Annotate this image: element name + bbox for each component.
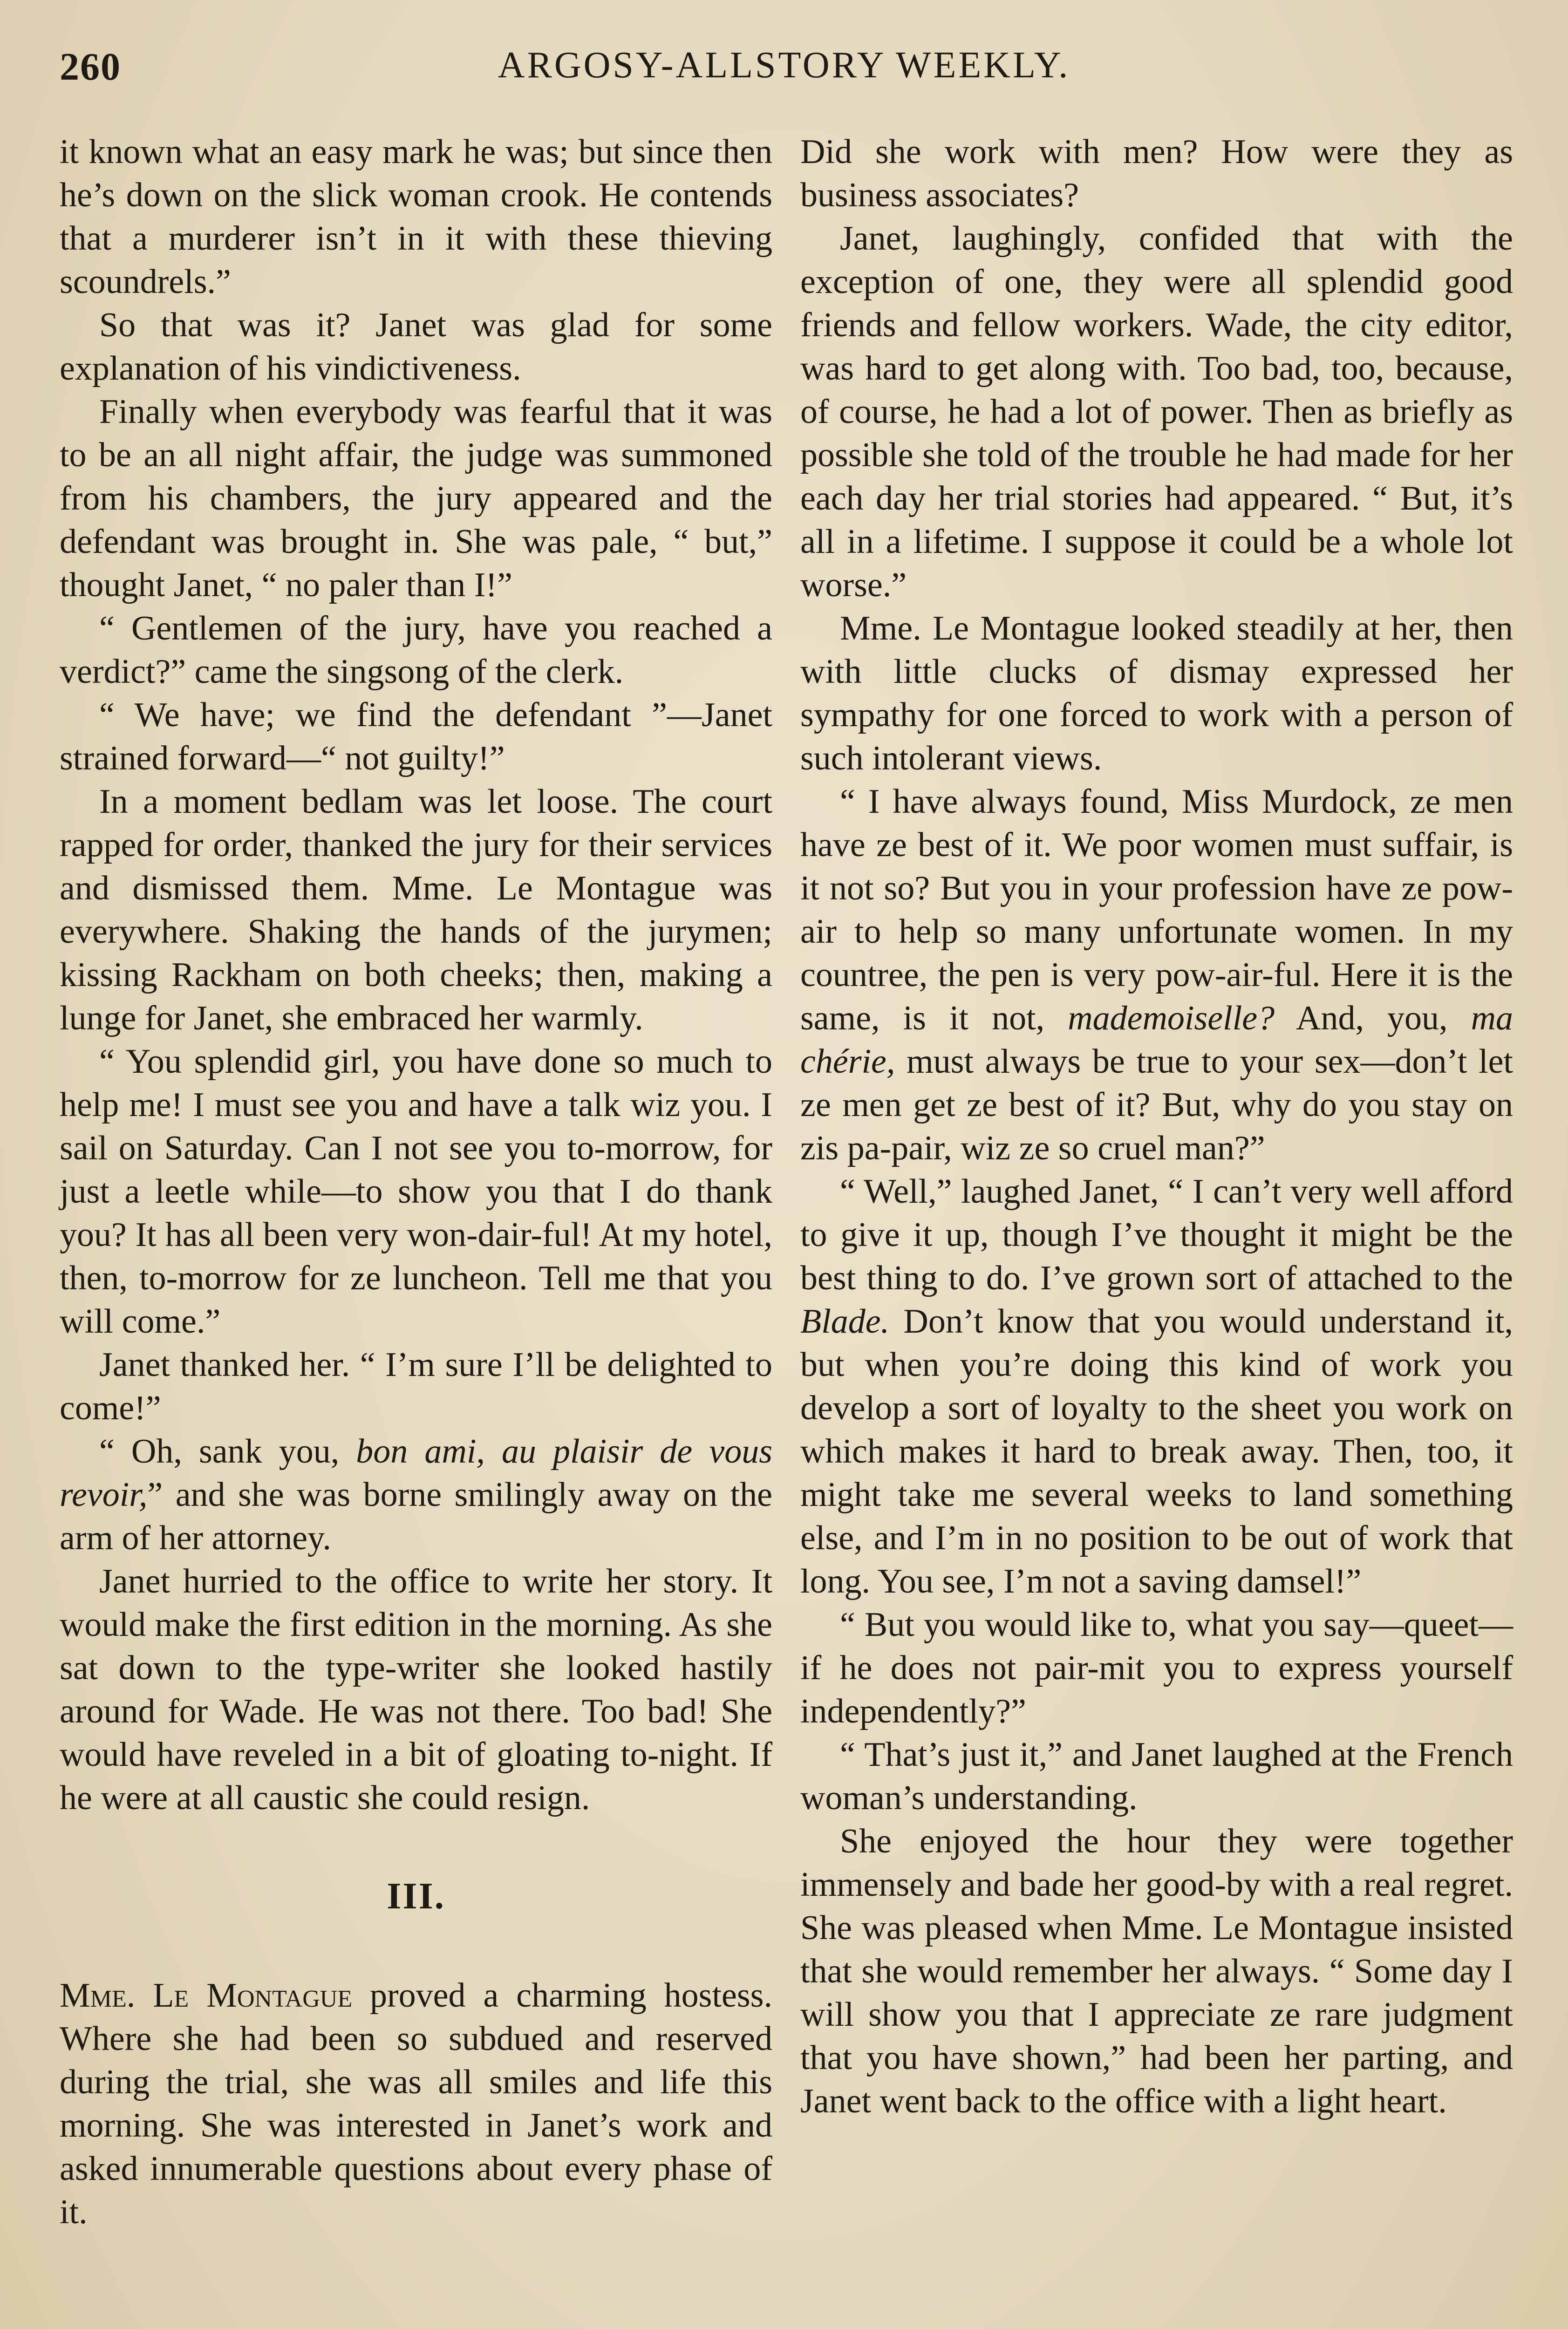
right-column bbox=[800, 130, 1513, 2123]
paragraph: So that was it? Janet was glad for some explanation of his vindictiveness. bbox=[60, 306, 772, 388]
section-heading: III. bbox=[387, 1876, 445, 1917]
text-span: “ Well,” laughed Janet, “ I can’t very well afford to give it up, though I’ve thought it might be the best thing to do. I’ve grown sort of attached to the bbox=[800, 1172, 1513, 1297]
paragraph bbox=[60, 1430, 772, 1560]
italic-phrase: ma chérie, bbox=[800, 999, 1513, 1081]
paragraph bbox=[800, 780, 1513, 1170]
page-header bbox=[60, 44, 1508, 95]
text-span: And, you, bbox=[1275, 999, 1471, 1037]
paragraph bbox=[60, 1974, 772, 2234]
paragraph: “ But you would like to, what you say—queet—if he does not pair-mit you to express yourself independently?” bbox=[800, 1606, 1513, 1730]
paragraph: Janet, laughingly, confided that with the exception of one, they were all splendid good friends and fellow workers. Wade, the city editor, was hard to get along with. Too bad, too, because, of course, he had a lot of power. Then as briefly as possible she told of the trouble he had made for her each day her trial stories had appeared. “ But, it’s all in a lifetime. I suppose it could be a whole lot worse.” bbox=[800, 219, 1513, 604]
paragraph: She enjoyed the hour they were together immensely and bade her good-by with a real regret. She was pleased when Mme. Le Montague insisted that she would remember her always. “ Some day I will show you that I appreciate ze rare judgment that you have shown,” had been her parting, and Janet went back to the office with a light heart. bbox=[800, 1822, 1513, 2120]
paragraph: it known what an easy mark he was; but since then he’s down on the slick woman crook. He contends that a murderer isn’t in it with these thieving scoundrels.” bbox=[60, 133, 772, 301]
italic-phrase: Blade. bbox=[800, 1302, 890, 1341]
paragraph: “ You splendid girl, you have done so much to help me! I must see you and have a talk wiz you. I sail on Saturday. Can I not see you to-morrow, for just a leetle while—to show you that I do thank you? It has all been very won-dair-ful! At my hotel, then, to-morrow for ze luncheon. Tell me that you will come.” bbox=[60, 1042, 772, 1341]
text-span: ” and she was borne smilingly away on the arm of her attorney. bbox=[60, 1476, 772, 1557]
paragraph: In a moment bedlam was let loose. The court rapped for order, thanked the jury for their services and dismissed them. Mme. Le Montague was everywhere. Shaking the hands of the jurymen; kissing Rackham on both cheeks; then, making a lunge for Janet, she embraced her warmly. bbox=[60, 783, 772, 1037]
page-number: 260 bbox=[60, 45, 121, 89]
paragraph: Did she work with men? How were they as business associates? bbox=[800, 133, 1513, 214]
running-head: ARGOSY-ALLSTORY WEEKLY. bbox=[498, 45, 1070, 86]
text-span: proved a charming hostess. Where she had been so subdued and reserved during the trial, she was all smiles and life this morning. She was interested in Janet’s work and asked innumerable questions about every phase of it. bbox=[60, 1976, 772, 2231]
smallcaps-lead: Mme. Le Montague bbox=[60, 1976, 353, 2015]
text-span: must always be true to your sex—don’t let ze men get ze best of it? But, why do you stay on zis pa-pair, wiz ze so cruel man?” bbox=[800, 1042, 1513, 1167]
paragraph: “ That’s just it,” and Janet laughed at the French woman’s understanding. bbox=[800, 1736, 1513, 1817]
paragraph: “ We have; we find the defendant ”—Janet strained forward—“ not guilty!” bbox=[60, 696, 772, 777]
italic-phrase: mademoiselle? bbox=[1068, 999, 1275, 1037]
paragraph: Janet hurried to the office to write her story. It would make the first edition in the morning. As she sat down to the type-writer she looked hastily around for Wade. He was not there. Too bad! She would have reveled in a bit of gloating to-night. If he were at all caustic she could resign. bbox=[60, 1562, 772, 1817]
paragraph bbox=[800, 1170, 1513, 1603]
text-span: Don’t know that you would understand it, but when you’re doing this kind of work you develop a sort of loyalty to the sheet you work on which makes it hard to break away. Then, too, it might take me several weeks to land something else, and I’m in no position to be out of work that long. You see, I’m not a saving damsel!” bbox=[800, 1302, 1513, 1600]
left-column bbox=[60, 130, 772, 2234]
italic-phrase: bon ami, au plaisir de vous revoir, bbox=[60, 1432, 773, 1514]
paragraph: “ Gentlemen of the jury, have you reached a verdict?” came the singsong of the clerk. bbox=[60, 609, 772, 691]
paragraph: Mme. Le Montague looked steadily at her, then with little clucks of dismay expressed her sympathy for one forced to work with a person of such intolerant views. bbox=[800, 609, 1513, 777]
paragraph: Janet thanked her. “ I’m sure I’ll be delighted to come!” bbox=[60, 1346, 772, 1427]
paragraph: Finally when everybody was fearful that it was to be an all night affair, the judge was summoned from his chambers, the jury appeared and the defendant was brought in. She was pale, “ but,” thought Janet, “ no paler than I!” bbox=[60, 393, 772, 604]
text-span: “ I have always found, Miss Murdock, ze men have ze best of it. We poor women must suffair, is it not so? But you in your profession have ze pow-air to help so many unfortunate women. In my countree, the pen is very pow-air-ful. Here it is the same, is it not, bbox=[800, 783, 1513, 1037]
text-span: “ Oh, sank you, bbox=[99, 1432, 356, 1471]
